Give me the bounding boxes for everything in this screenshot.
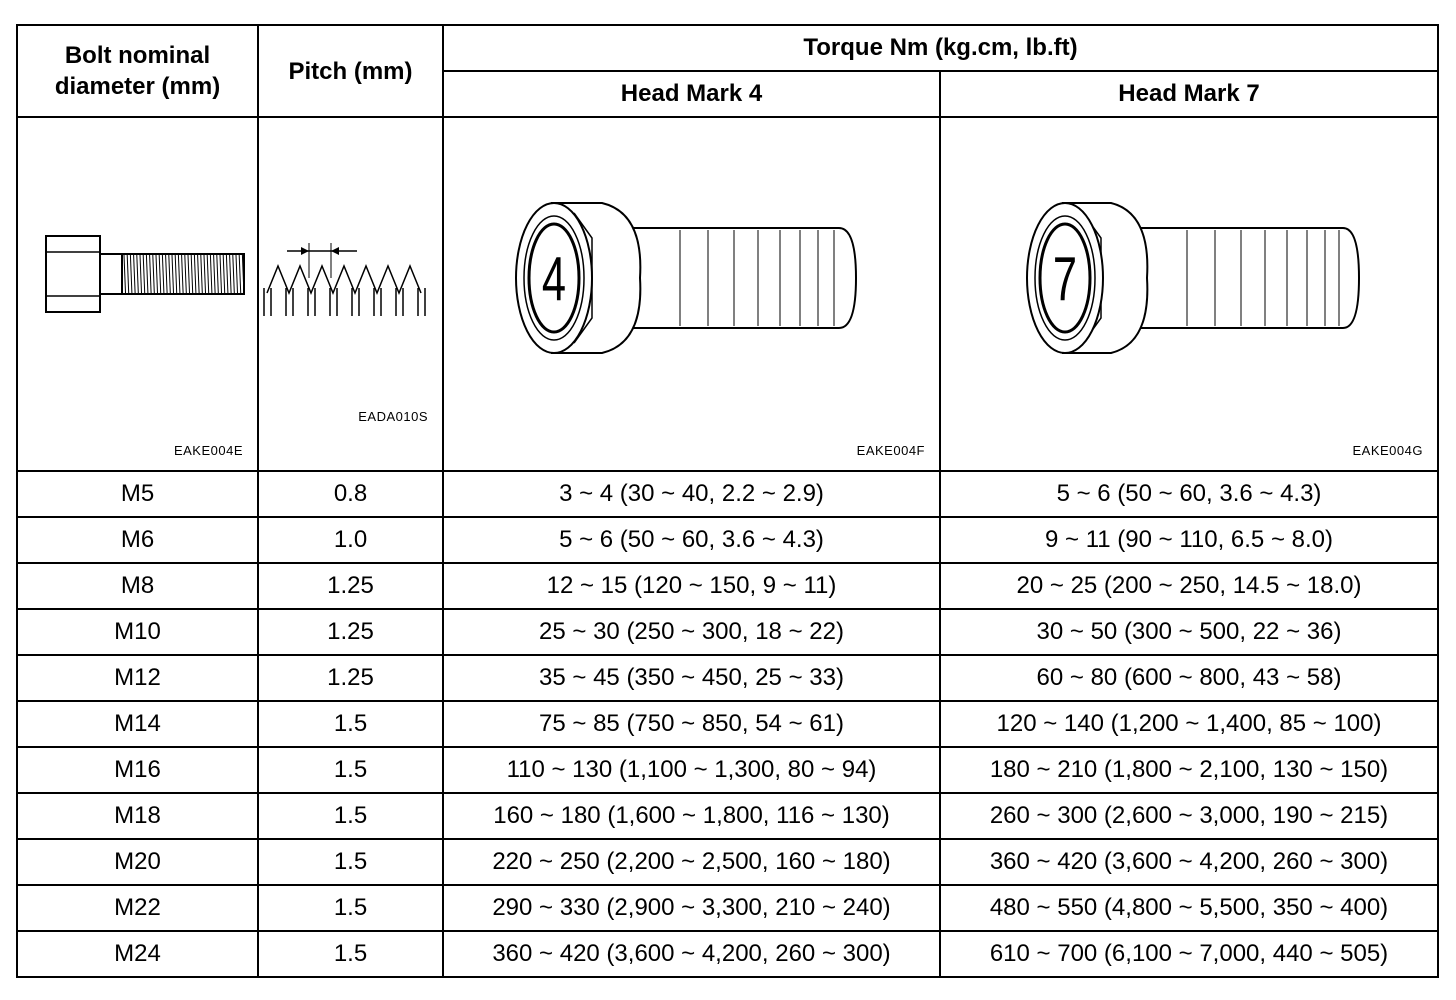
torque-mark-4-cell: 25 ~ 30 (250 ~ 300, 18 ~ 22) [443, 609, 940, 655]
table-row [17, 793, 1438, 839]
head-mark-4-digit: 4 [541, 245, 566, 314]
pitch-cell: 0.8 [258, 471, 443, 517]
torque-spec-sheet [16, 24, 1437, 982]
bolt-size-cell: M10 [17, 609, 258, 655]
torque-mark-7-cell: 9 ~ 11 (90 ~ 110, 6.5 ~ 8.0) [940, 517, 1438, 563]
bolt-illustration-cell [17, 117, 258, 471]
head-mark-7-figure-code: EAKE004G [1352, 443, 1423, 458]
table-row [17, 517, 1438, 563]
head-mark-7-bolt-icon [941, 118, 1439, 470]
torque-mark-7-cell: 360 ~ 420 (3,600 ~ 4,200, 260 ~ 300) [940, 839, 1438, 885]
torque-mark-7-cell: 30 ~ 50 (300 ~ 500, 22 ~ 36) [940, 609, 1438, 655]
table-row [17, 609, 1438, 655]
header-torque: Torque Nm (kg.cm, lb.ft) [443, 25, 1438, 71]
pitch-cell: 1.25 [258, 609, 443, 655]
torque-mark-7-cell: 260 ~ 300 (2,600 ~ 3,000, 190 ~ 215) [940, 793, 1438, 839]
pitch-cell: 1.5 [258, 747, 443, 793]
torque-mark-4-cell: 220 ~ 250 (2,200 ~ 2,500, 160 ~ 180) [443, 839, 940, 885]
pitch-cell: 1.5 [258, 701, 443, 747]
head-mark-4-bolt-icon [444, 118, 941, 470]
header-row-top [17, 25, 1438, 71]
bolt-size-cell: M16 [17, 747, 258, 793]
table-row [17, 655, 1438, 701]
pitch-cell: 1.5 [258, 793, 443, 839]
pitch-cell: 1.0 [258, 517, 443, 563]
bolt-size-cell: M12 [17, 655, 258, 701]
torque-mark-7-cell: 20 ~ 25 (200 ~ 250, 14.5 ~ 18.0) [940, 563, 1438, 609]
torque-mark-7-cell: 480 ~ 550 (4,800 ~ 5,500, 350 ~ 400) [940, 885, 1438, 931]
header-head-mark-4: Head Mark 4 [443, 71, 940, 117]
table-row [17, 931, 1438, 977]
bolt-size-cell: M8 [17, 563, 258, 609]
head-mark-4-figure-code: EAKE004F [856, 443, 925, 458]
pitch-cell: 1.5 [258, 885, 443, 931]
head-mark-7-illustration-cell [940, 117, 1438, 471]
torque-mark-4-cell: 3 ~ 4 (30 ~ 40, 2.2 ~ 2.9) [443, 471, 940, 517]
header-bolt-diameter: Bolt nominal diameter (mm) [17, 25, 258, 117]
torque-mark-4-cell: 160 ~ 180 (1,600 ~ 1,800, 116 ~ 130) [443, 793, 940, 839]
bolt-size-cell: M5 [17, 471, 258, 517]
torque-table [16, 24, 1439, 978]
table-row [17, 885, 1438, 931]
table-row [17, 563, 1438, 609]
table-row [17, 747, 1438, 793]
table-row [17, 701, 1438, 747]
bolt-size-cell: M14 [17, 701, 258, 747]
bolt-size-cell: M18 [17, 793, 258, 839]
torque-data-body [17, 471, 1438, 977]
torque-mark-4-cell: 110 ~ 130 (1,100 ~ 1,300, 80 ~ 94) [443, 747, 940, 793]
head-mark-7-digit: 7 [1052, 245, 1077, 314]
header-pitch: Pitch (mm) [258, 25, 443, 117]
bolt-size-cell: M22 [17, 885, 258, 931]
table-row [17, 471, 1438, 517]
pitch-cell: 1.25 [258, 655, 443, 701]
bolt-size-cell: M24 [17, 931, 258, 977]
torque-mark-4-cell: 35 ~ 45 (350 ~ 450, 25 ~ 33) [443, 655, 940, 701]
torque-mark-4-cell: 75 ~ 85 (750 ~ 850, 54 ~ 61) [443, 701, 940, 747]
head-mark-4-illustration-cell [443, 117, 940, 471]
pitch-cell: 1.25 [258, 563, 443, 609]
torque-mark-4-cell: 290 ~ 330 (2,900 ~ 3,300, 210 ~ 240) [443, 885, 940, 931]
torque-mark-4-cell: 360 ~ 420 (3,600 ~ 4,200, 260 ~ 300) [443, 931, 940, 977]
torque-mark-7-cell: 120 ~ 140 (1,200 ~ 1,400, 85 ~ 100) [940, 701, 1438, 747]
pitch-cell: 1.5 [258, 839, 443, 885]
pitch-cell: 1.5 [258, 931, 443, 977]
pitch-figure-code: EADA010S [358, 409, 428, 424]
bolt-side-view-icon [18, 118, 259, 470]
bolt-size-cell: M20 [17, 839, 258, 885]
header-head-mark-7: Head Mark 7 [940, 71, 1438, 117]
torque-mark-7-cell: 610 ~ 700 (6,100 ~ 7,000, 440 ~ 505) [940, 931, 1438, 977]
torque-mark-7-cell: 60 ~ 80 (600 ~ 800, 43 ~ 58) [940, 655, 1438, 701]
bolt-figure-code: EAKE004E [173, 443, 243, 458]
table-row [17, 839, 1438, 885]
bolt-size-cell: M6 [17, 517, 258, 563]
torque-mark-7-cell: 180 ~ 210 (1,800 ~ 2,100, 130 ~ 150) [940, 747, 1438, 793]
torque-mark-4-cell: 12 ~ 15 (120 ~ 150, 9 ~ 11) [443, 563, 940, 609]
pitch-illustration-cell [258, 117, 443, 471]
illustration-row [17, 117, 1438, 471]
torque-mark-4-cell: 5 ~ 6 (50 ~ 60, 3.6 ~ 4.3) [443, 517, 940, 563]
torque-mark-7-cell: 5 ~ 6 (50 ~ 60, 3.6 ~ 4.3) [940, 471, 1438, 517]
